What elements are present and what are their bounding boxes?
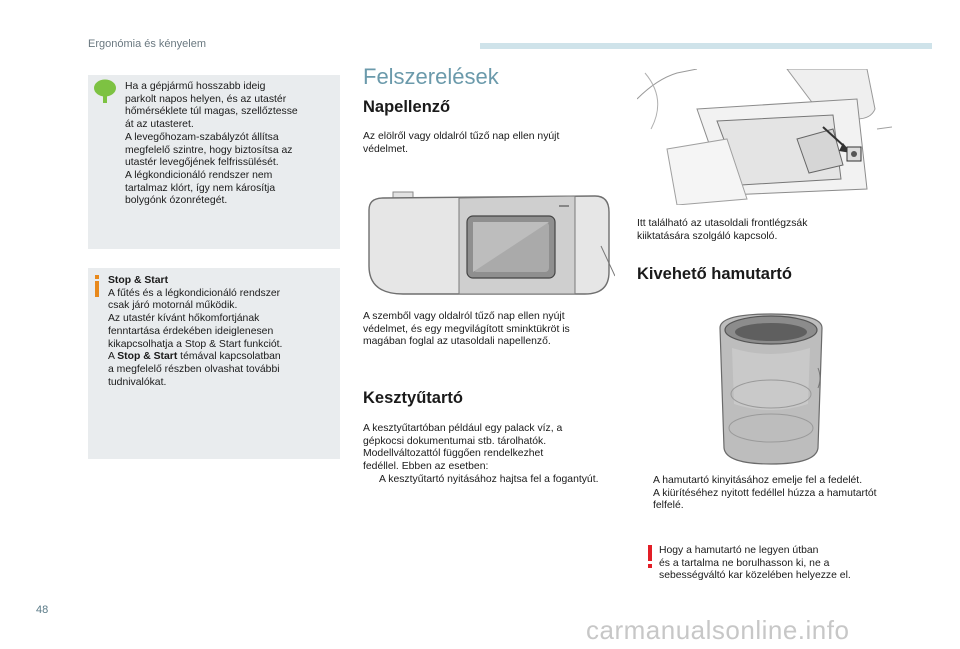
bullet-marker <box>363 474 379 487</box>
section-title: Felszerelések <box>363 64 499 89</box>
glovebox-text <box>363 423 613 487</box>
info-line: Az utastér kívánt hőkomfortjának <box>108 313 260 325</box>
info-line: A fűtés és a légkondicionáló rendszer <box>108 287 281 299</box>
info-icon <box>92 275 102 297</box>
info-line: kikapcsolhatja a Stop & Start funkciót. <box>108 338 283 350</box>
info-line <box>108 351 333 364</box>
heading-ashtray: Kivehető hamutartó <box>637 265 792 283</box>
heading-sun-visor: Napellenző <box>363 98 451 116</box>
glovebox-bullet-text: A kesztyűtartó nyitásához hajtsa fel a fogantyút. <box>379 473 599 485</box>
warning-line: sebességváltó kar közelében helyezze el. <box>659 570 851 582</box>
sun-visor-description <box>363 311 613 349</box>
info-line: csak járó motornál működik. <box>108 300 238 312</box>
info-line: tudnivalókat. <box>108 376 167 388</box>
sun-desc-line: A szemből vagy oldalról tűző nap ellen nyújt <box>363 311 565 322</box>
ashtray-instructions <box>637 475 897 513</box>
sun-visor-illustration <box>363 186 615 304</box>
eco-line: A levegőhozam-szabályzót állítsa <box>125 131 279 143</box>
eco-line: parkolt napos helyen, és az utastér <box>125 93 287 105</box>
airbag-switch-text <box>637 218 897 243</box>
ashtray-bullet <box>637 488 897 513</box>
ashtray-warning <box>659 545 899 583</box>
ashtray-illustration <box>712 308 830 468</box>
info-line-prefix: A <box>108 351 118 363</box>
glovebox-bullet <box>363 474 613 487</box>
airbag-line: Itt található az utasoldali frontlégzsák <box>637 218 808 229</box>
bullet-marker <box>637 475 653 488</box>
info-note-title: Stop & Start <box>108 275 169 286</box>
info-line: a megfelelő részben olvashat további <box>108 363 280 375</box>
page-number: 48 <box>36 604 49 616</box>
ashtray-bullet-text: A kiürítéséhez nyitott fedéllel húzza a hamutartót felfelé. <box>653 487 877 512</box>
eco-line: utastér levegőjének felfrissülését. <box>125 157 279 169</box>
glovebox-line: A kesztyűtartóban például egy palack víz, a <box>363 423 563 434</box>
info-line-bold: Stop & Start <box>117 351 178 363</box>
glovebox-illustration <box>637 69 892 205</box>
warning-line: és a tartalma ne borulhasson ki, ne a <box>659 557 830 569</box>
glovebox-line: Modellváltozattól függően rendelkezhet <box>363 448 544 460</box>
eco-line: A légkondicionáló rendszer nem <box>125 169 273 181</box>
eco-line: tartalmaz klórt, így nem károsítja <box>125 182 276 194</box>
sun-visor-intro <box>363 131 613 156</box>
ashtray-bullet <box>637 475 897 488</box>
eco-line: át az utasteret. <box>125 119 194 131</box>
warning-icon <box>645 545 655 569</box>
header-bar <box>480 43 932 49</box>
eco-line: megfelelő szintre, hogy biztosítsa az <box>125 144 293 156</box>
watermark: carmanualsonline.info <box>586 615 850 645</box>
eco-note-text <box>125 81 333 208</box>
eco-line: Ha a gépjármű hosszabb ideig <box>125 81 266 92</box>
eco-line: bolygónk ózonrétegét. <box>125 195 228 207</box>
eco-line: hőmérséklete túl magas, szellőztesse <box>125 106 298 118</box>
ashtray-bullet-text: A hamutartó kinyitásához emelje fel a fedelét. <box>653 475 863 486</box>
sun-intro-line: Az elölről vagy oldalról tűző nap ellen nyújt <box>363 131 560 142</box>
warning-line: Hogy a hamutartó ne legyen útban <box>659 545 819 556</box>
bullet-marker <box>637 488 653 513</box>
info-note-text <box>108 275 333 389</box>
sun-desc-line: védelmet, és egy megvilágított sminktükröt is <box>363 323 570 335</box>
tree-icon <box>92 78 118 104</box>
running-header: Ergonómia és kényelem <box>88 38 207 50</box>
airbag-line: kiiktatására szolgáló kapcsoló. <box>637 230 778 242</box>
sun-desc-line: magában foglal az utasoldali napellenző. <box>363 336 551 348</box>
heading-glovebox: Kesztyűtartó <box>363 389 463 407</box>
sun-intro-line: védelmet. <box>363 143 409 155</box>
info-line: fenntartása érdekében ideiglenesen <box>108 325 274 337</box>
info-line-suffix: témával kapcsolatban <box>177 351 281 363</box>
glovebox-line: fedéllel. Ebben az esetben: <box>363 461 489 473</box>
glovebox-line: gépkocsi dokumentumai stb. tárolhatók. <box>363 435 547 447</box>
